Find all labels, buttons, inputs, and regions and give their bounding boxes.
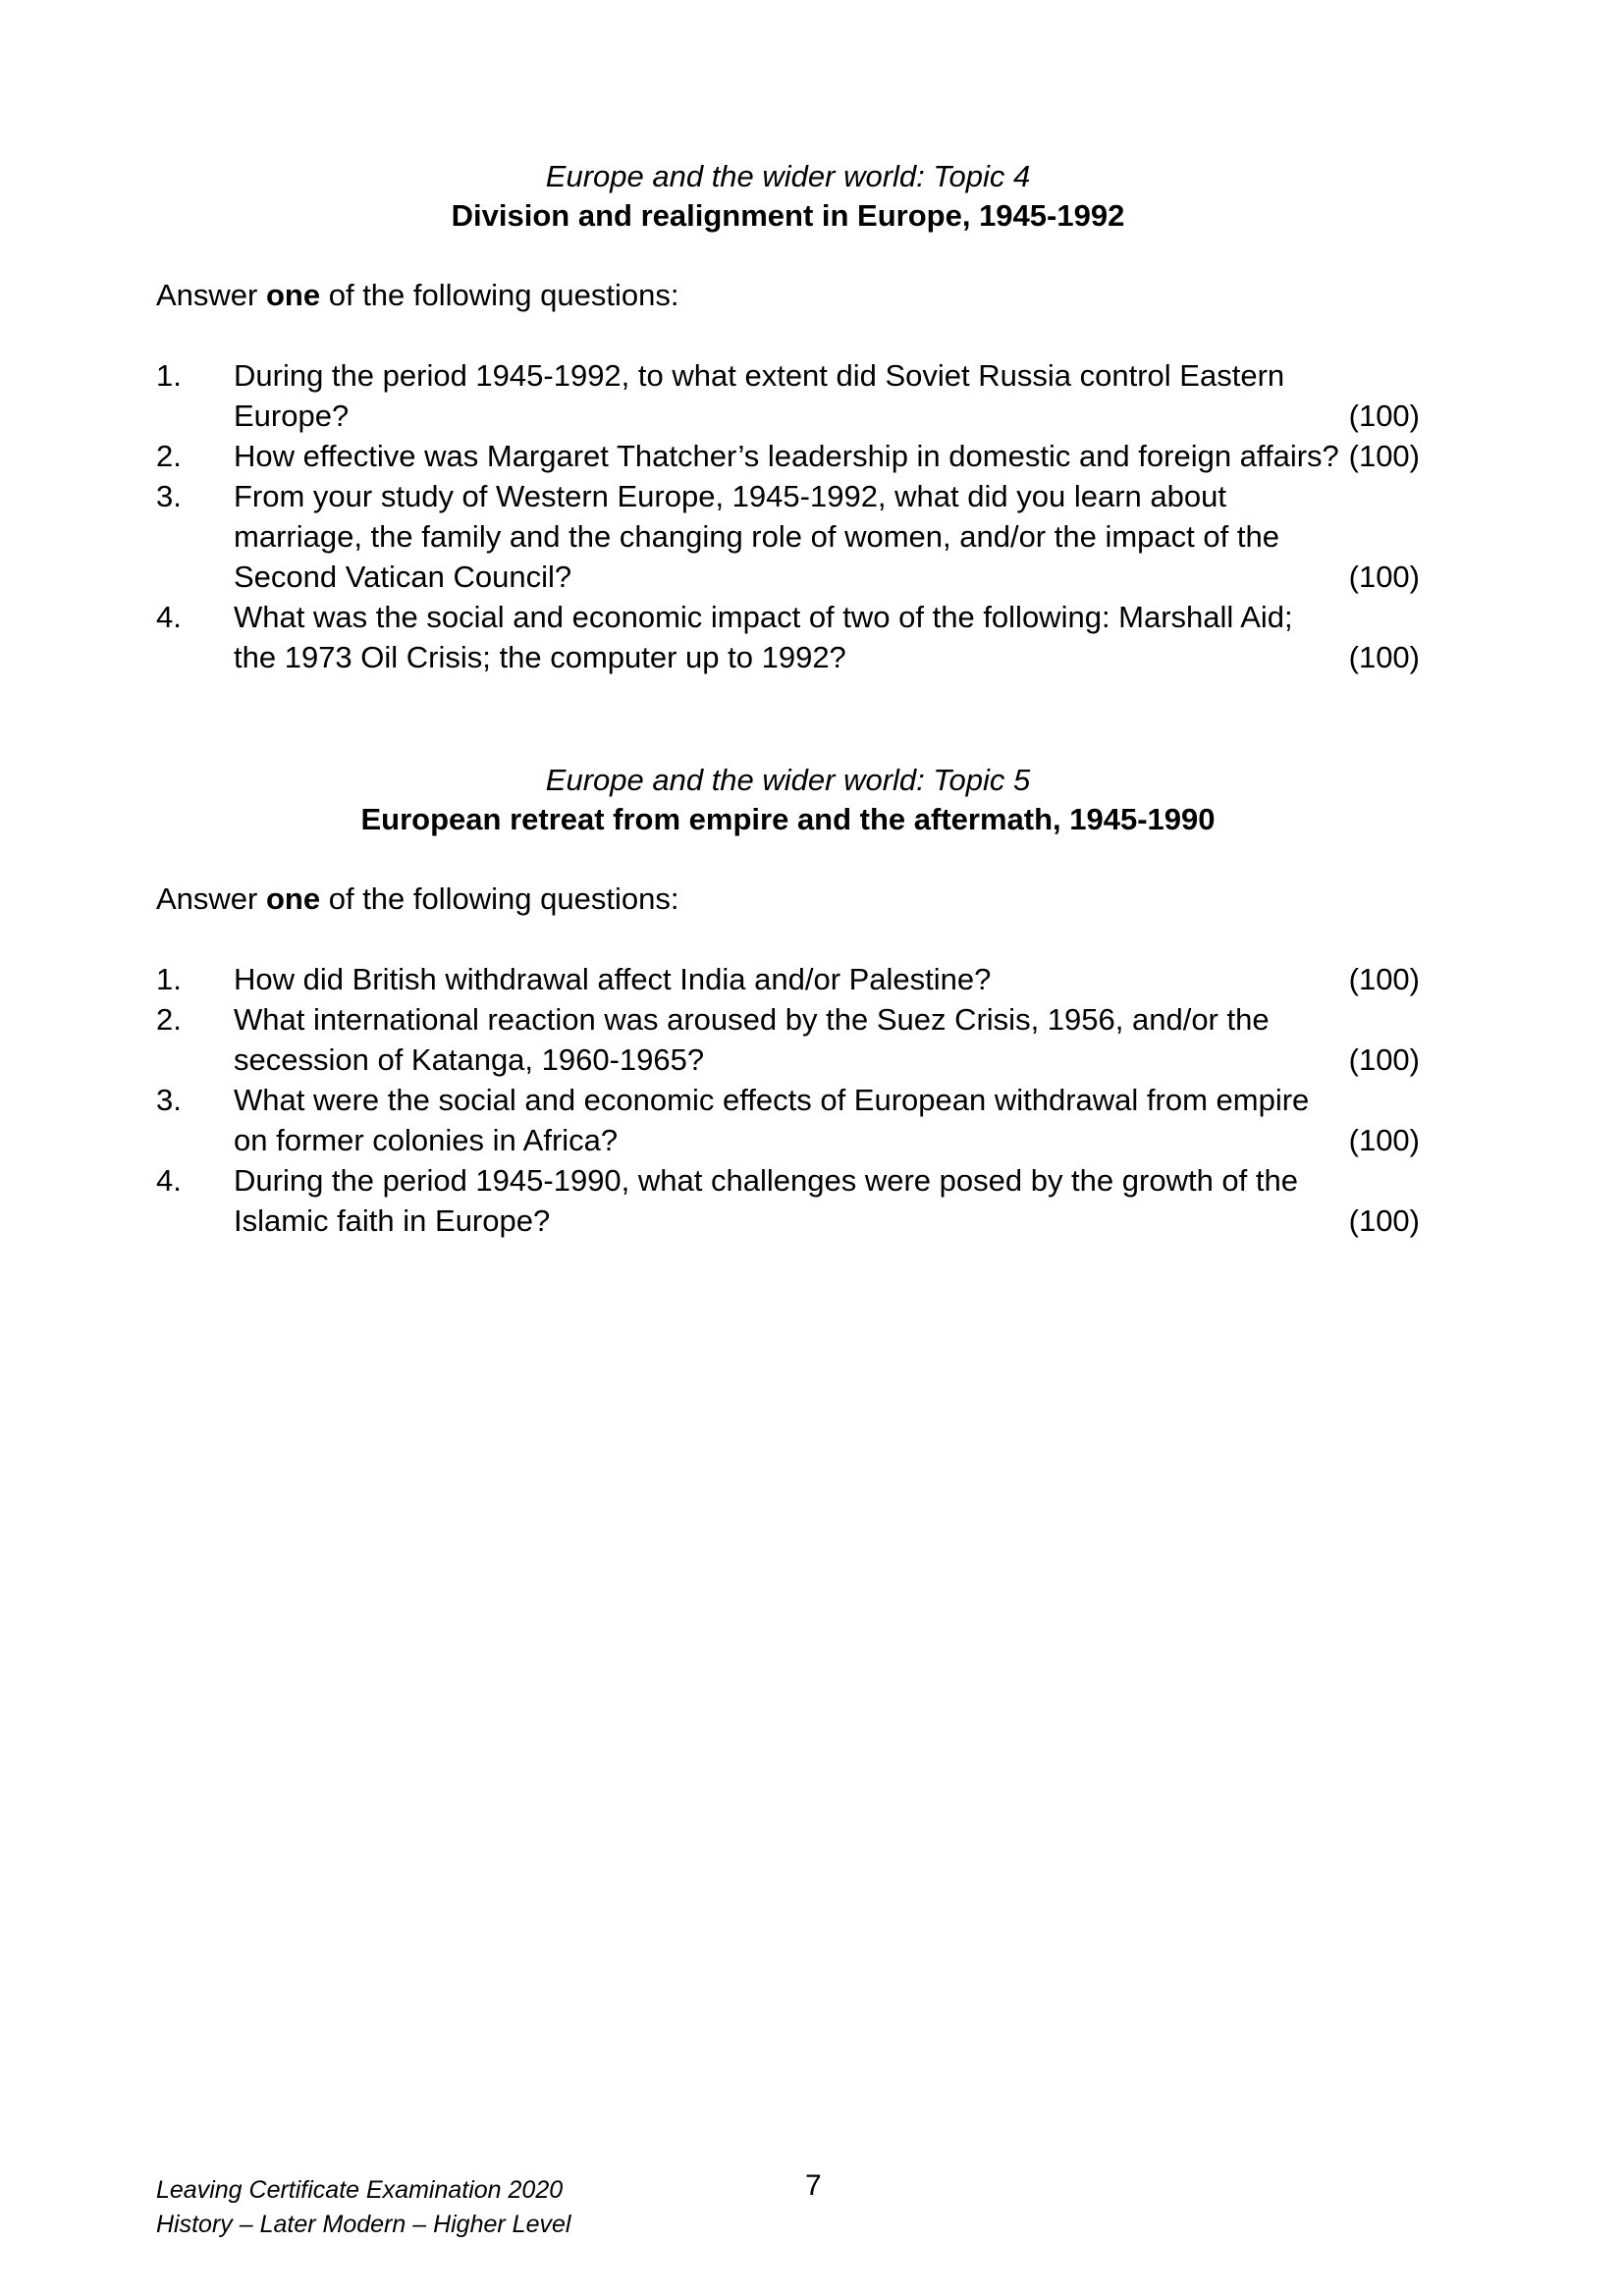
question-marks: (100) xyxy=(1348,640,1420,674)
question-marks: (100) xyxy=(1348,1123,1420,1157)
topic-title: Division and realignment in Europe, 1945-1992 xyxy=(451,198,1125,233)
question-number: 3. xyxy=(156,479,182,513)
question-item xyxy=(156,1080,1420,1160)
topic-5-section xyxy=(156,761,1420,1241)
instruction-emphasis: one xyxy=(265,278,321,312)
question-number: 2. xyxy=(156,439,182,473)
question-marks: (100) xyxy=(1348,962,1420,996)
question-list xyxy=(156,355,1420,677)
instruction-post: of the following questions: xyxy=(320,881,679,916)
question-number: 1. xyxy=(156,962,182,996)
question-item xyxy=(156,1160,1420,1241)
question-item xyxy=(156,959,1420,999)
question-text: What was the social and economic impact of two of the following: Marshall Aid; the 1973 Oil Crisis; the computer up to 1992? xyxy=(234,600,1293,674)
question-marks: (100) xyxy=(1348,399,1420,433)
footer-subject: History – Later Modern – Higher Level xyxy=(156,2211,571,2238)
question-marks: (100) xyxy=(1348,439,1420,473)
topic-4-section xyxy=(156,157,1420,677)
footer-exam-title: Leaving Certificate Examination 2020 xyxy=(156,2176,564,2204)
question-text: What international reaction was aroused by the Suez Crisis, 1956, and/or the secession of Katanga, 1960-1965? xyxy=(234,1002,1270,1077)
question-number: 4. xyxy=(156,1163,182,1198)
instruction-pre: Answer xyxy=(156,278,266,312)
page-footer xyxy=(156,2173,570,2242)
instruction xyxy=(156,276,1420,315)
question-text: How effective was Margaret Thatcher’s leadership in domestic and foreign affairs? xyxy=(234,439,1339,473)
instruction-pre: Answer xyxy=(156,881,266,916)
question-text: During the period 1945-1990, what challenges were posed by the growth of the Islamic faith in Europe? xyxy=(234,1163,1298,1238)
question-marks: (100) xyxy=(1348,1042,1420,1077)
question-text: During the period 1945-1992, to what extent did Soviet Russia control Eastern Europe? xyxy=(234,358,1285,433)
question-number: 4. xyxy=(156,600,182,634)
question-number: 3. xyxy=(156,1083,182,1117)
question-text: What were the social and economic effects of European withdrawal from empire on former colonies in Africa? xyxy=(234,1083,1310,1157)
question-item xyxy=(156,476,1420,597)
question-list xyxy=(156,959,1420,1241)
question-marks: (100) xyxy=(1348,560,1420,594)
question-item xyxy=(156,355,1420,436)
question-number: 2. xyxy=(156,1002,182,1037)
question-marks: (100) xyxy=(1348,1203,1420,1238)
question-item xyxy=(156,999,1420,1080)
page-number: 7 xyxy=(805,2169,822,2202)
question-item xyxy=(156,597,1420,677)
topic-title: European retreat from empire and the aftermath, 1945-1990 xyxy=(360,802,1216,836)
question-text: From your study of Western Europe, 1945-1992, what did you learn about marriage, the family and the changing role of women, and/or the impact of the Second Vatican Council? xyxy=(234,479,1279,594)
question-number: 1. xyxy=(156,358,182,393)
instruction-emphasis: one xyxy=(265,881,321,916)
topic-label: Europe and the wider world: Topic 5 xyxy=(545,763,1031,797)
instruction xyxy=(156,880,1420,919)
instruction-post: of the following questions: xyxy=(320,278,679,312)
question-text: How did British withdrawal affect India and/or Palestine? xyxy=(234,962,992,996)
topic-label: Europe and the wider world: Topic 4 xyxy=(545,159,1031,193)
question-item xyxy=(156,436,1420,476)
